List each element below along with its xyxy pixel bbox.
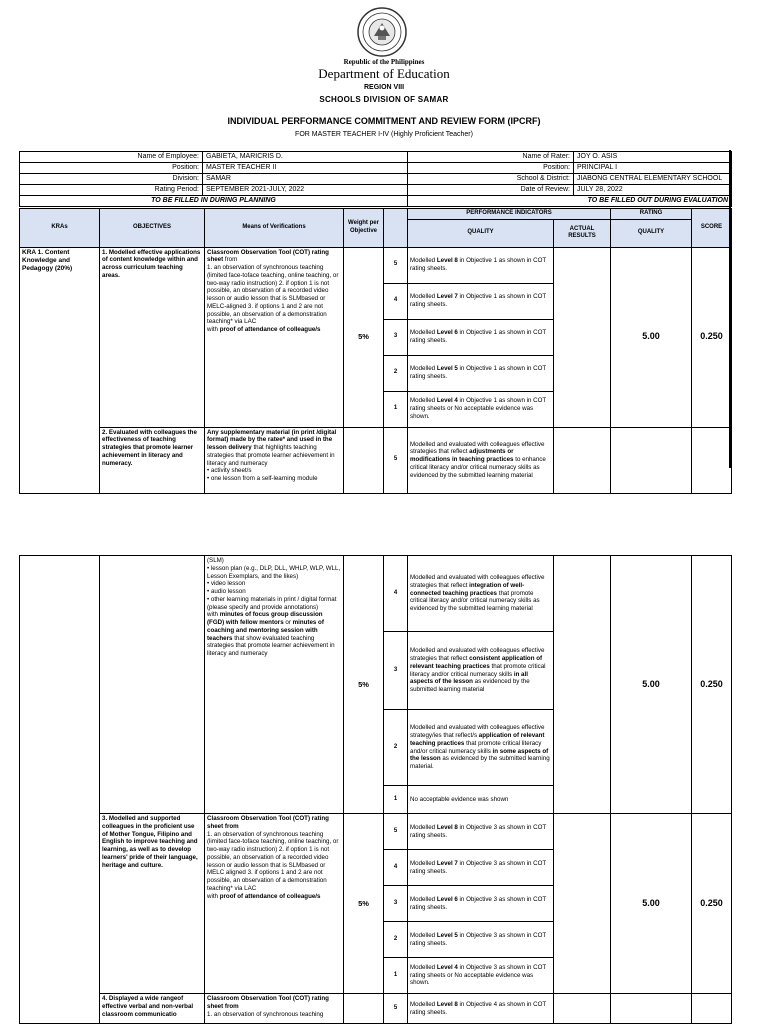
- level-post: in Objective 1 as shown in COT rating sheets.: [410, 293, 547, 308]
- division-value: SAMAR: [203, 174, 408, 185]
- level-bold: in some aspects of the lesson: [410, 747, 549, 763]
- obj2-mov-rest: that highlights teaching strategies that promote learner achievement in literacy and numeracy: [207, 444, 335, 467]
- obj2-weight: 5%: [344, 556, 384, 814]
- obj1-text: 1. Modelled effective applications of content knowledge within and across curriculum teaching areas.: [100, 247, 205, 427]
- obj3-level-number: 1: [384, 958, 408, 994]
- school-value: JIABONG CENTRAL ELEMENTARY SCHOOL: [574, 174, 732, 185]
- info-table: [19, 151, 732, 207]
- form-title: INDIVIDUAL PERFORMANCE COMMITMENT AND REVIEW FORM (IPCRF): [227, 116, 541, 126]
- col-blank: [384, 209, 408, 248]
- obj3-level-text: [408, 958, 554, 994]
- obj3-weight: 5%: [344, 814, 384, 994]
- region-text: REGION VIII: [363, 84, 405, 91]
- level-post: in Objective 3 as shown in COT rating sheets.: [410, 823, 547, 839]
- obj4-level-number: 5: [384, 994, 408, 1024]
- obj2-text-cont: [100, 556, 205, 814]
- form-subtitle: FOR MASTER TEACHER I-IV (Highly Proficient Teacher): [295, 131, 473, 138]
- obj1-level-text: [408, 319, 554, 355]
- obj3-mov-proof: proof of attendance of colleague/s: [219, 892, 321, 900]
- obj3-mov: [205, 814, 344, 994]
- obj1-level-text: [408, 391, 554, 427]
- obj1-mov-title: Classroom Observation Tool (COT) rating sheet: [207, 248, 329, 264]
- obj2-level-number: 1: [384, 786, 408, 814]
- level-mid: that promote critical literacy and/or critical numeracy skills: [410, 739, 542, 755]
- obj2-mov-bullet: • one lesson from a self-learning module: [207, 475, 318, 482]
- level-pre: Modelled and evaluated with colleagues effective strategy/ies that reflect/s: [410, 724, 545, 739]
- level-pre: Modelled and evaluated with colleagues effective strategies that reflect: [410, 574, 545, 589]
- obj2-mov-or: or: [283, 619, 293, 626]
- obj1-level-number: 4: [384, 283, 408, 319]
- obj2-mov-coach: minutes of coaching and mentoring session with teachers: [207, 619, 324, 642]
- deped-seal-icon: [356, 6, 408, 58]
- obj3-mov-with: with: [207, 892, 220, 900]
- page-1: [0, 0, 768, 505]
- period-value: SEPTEMBER 2021-JULY, 2022: [203, 185, 408, 196]
- department-title: Department of Education: [318, 66, 450, 81]
- level-bold: Level 5: [436, 931, 458, 939]
- obj2-level-number: 4: [384, 556, 408, 632]
- obj1-level-number: 1: [384, 391, 408, 427]
- obj1-weight: 5%: [344, 247, 384, 427]
- obj2-level-3-text: [408, 632, 554, 710]
- obj4-level-text: [408, 994, 554, 1024]
- obj3-level-number: 4: [384, 850, 408, 886]
- obj2-level-number: 2: [384, 710, 408, 786]
- level-pre: Modelled: [410, 859, 437, 867]
- col-perf: PERFORMANCE INDICATORS: [408, 209, 611, 220]
- col-score: SCORE: [692, 209, 732, 248]
- position-label: Position:: [20, 163, 203, 174]
- level-pre: Modelled and evaluated with colleagues effective strategies that reflect: [410, 440, 545, 456]
- level-post: in Objective 3 as shown in COT rating sheets.: [410, 895, 547, 911]
- obj1-rating: 5.00: [611, 247, 692, 427]
- page-2: [0, 555, 768, 1024]
- obj4-text: 4. Displayed a wide rangeof effective verbal and non-verbal classroom communicatio: [100, 994, 205, 1024]
- col-kras: KRAs: [20, 209, 100, 248]
- obj2-mov-cont-line: • audio lesson: [207, 588, 246, 595]
- position-value: MASTER TEACHER II: [203, 163, 408, 174]
- division-text: SCHOOLS DIVISION OF SAMAR: [319, 95, 449, 104]
- republic-text: Republic of the Philippines: [343, 58, 425, 66]
- obj1-level-number: 2: [384, 355, 408, 391]
- obj2-mov-fgd: minutes of focus group discussion (FGD) with fellow mentors: [207, 611, 323, 626]
- obj3-level-text: [408, 922, 554, 958]
- obj2-mov-bold: Any supplementary material (in print /digital format) made by the ratee* and used in the lesson delivery: [207, 428, 337, 451]
- obj1-level-number: 3: [384, 319, 408, 355]
- rater-position-label: Position:: [408, 163, 574, 174]
- level-bold: Level 8: [436, 1000, 458, 1008]
- level-pre: Modelled: [410, 931, 437, 939]
- level-pre: Modelled: [410, 895, 437, 903]
- level-pre: Modelled: [410, 397, 437, 405]
- division-label: Division:: [20, 174, 203, 185]
- period-label: Rating Period:: [20, 185, 203, 196]
- level-bold: Level 7: [436, 293, 458, 301]
- col-quality: QUALITY: [408, 219, 554, 247]
- obj2-mov-with: with: [207, 611, 220, 619]
- level-bold: Level 6: [436, 895, 458, 903]
- page-edge: [729, 150, 731, 468]
- obj3-level-text: [408, 850, 554, 886]
- obj2-mov-cont-line: • other learning materials in print / digital format (please specify and provide annotations): [207, 595, 337, 611]
- level-post: as evidenced by the submitted learning material: [410, 678, 530, 693]
- obj2-rating: 5.00: [611, 556, 692, 814]
- planning-note: TO BE FILLED IN DURING PLANNING: [20, 196, 408, 207]
- level-bold: integration of well-connected teaching practices: [410, 581, 525, 597]
- level-pre: Modelled: [410, 257, 437, 265]
- level-bold: Level 4: [436, 397, 458, 405]
- obj2-rating-top: [611, 427, 692, 493]
- obj4-rating: [611, 994, 692, 1024]
- obj1-level-number: 5: [384, 247, 408, 283]
- level-post: in Objective 3 as shown in COT rating sheets or No acceptable evidence was shown.: [410, 963, 547, 987]
- level-pre: Modelled: [410, 963, 437, 971]
- level-pre: Modelled and evaluated with colleagues effective strategies that reflect: [410, 647, 545, 662]
- obj2-actual-top: [554, 427, 611, 493]
- obj3-actual: [554, 814, 611, 994]
- obj3-level-number: 3: [384, 886, 408, 922]
- col-mov: Means of Verifications: [205, 209, 344, 248]
- level-bold: Level 7: [436, 859, 458, 867]
- level-post: as evidenced by the submitted learning material.: [410, 755, 550, 770]
- obj4-actual: [554, 994, 611, 1024]
- obj4-mov-body: 1. an observation of synchronous teaching: [207, 1010, 324, 1018]
- review-value: JULY 28, 2022: [574, 185, 732, 196]
- obj4-score: [692, 994, 732, 1024]
- obj1-actual: [554, 247, 611, 427]
- obj2-level-number: 5: [384, 427, 408, 493]
- level-pre: Modelled: [410, 329, 437, 337]
- level-bold: in all aspects of the lesson: [410, 670, 528, 686]
- obj3-level-text: [408, 886, 554, 922]
- obj2-level-2-text: [408, 710, 554, 786]
- level-post: in Objective 3 as shown in COT rating sheets.: [410, 931, 547, 947]
- obj2-mov-cont-line: • video lesson: [207, 580, 246, 588]
- kra1-continued: [20, 556, 100, 1024]
- level-bold: Level 5: [436, 365, 458, 373]
- obj1-mov-from: from: [223, 256, 238, 264]
- evaluation-note: TO BE FILLED OUT DURING EVALUATION: [408, 196, 732, 207]
- col-rating: RATING: [611, 209, 692, 220]
- employee-label: Name of Employee:: [20, 152, 203, 163]
- level-post: in Objective 1 as shown in COT rating sheets.: [410, 257, 547, 272]
- school-label: School & District:: [408, 174, 574, 185]
- obj3-score: 0.250: [692, 814, 732, 994]
- obj1-mov: [205, 247, 344, 427]
- obj4-mov-title: Classroom Observation Tool (COT) rating sheet from: [207, 995, 329, 1010]
- level-post: in Objective 4 as shown in COT rating sheets.: [410, 1000, 547, 1016]
- obj1-mov-body: 1. an observation of synchronous teaching (limited face-toface teaching, online teaching, or two-way radio instruction) 2. if option 1 is not possible, an observation of a recorded video lesson or audio lesson that is SLMbased or MELC-aligned 3. if options 1 and 2 are not possible, an observation of a demonstration teaching* via LAC: [207, 264, 339, 326]
- obj4-mov: [205, 994, 344, 1024]
- col-weight: Weight per Objective: [344, 209, 384, 248]
- level-bold: Level 8: [436, 823, 458, 831]
- level-post: in Objective 3 as shown in COT rating sheets.: [410, 859, 547, 875]
- rater-label: Name of Rater:: [408, 152, 574, 163]
- level-post: in Objective 1 as shown in COT rating sheets.: [410, 365, 547, 380]
- level-mid: that promote critical literacy and/or critical numeracy skills: [410, 662, 546, 678]
- obj3-mov-title: Classroom Observation Tool (COT) rating sheet from: [207, 815, 329, 830]
- obj1-level-text: [408, 283, 554, 319]
- obj2-mov-cont-line: (SLM): [207, 557, 224, 564]
- level-post: to enhance critical literacy and/or critical numeracy skills as evidenced by the submitted learning material: [410, 456, 546, 479]
- obj3-level-text: [408, 814, 554, 850]
- obj3-mov-body: 1. an observation of synchronous teaching (limited face-toface teaching, online teaching, or two-way radio instruction) 2. if option 1 is not possible, an observation of a recorded video lesson or audio lesson that is SLMbased or MELC aligned 3. if options 1 and 2 are not possible, an observation of a demonstration teaching* via LAC: [207, 830, 339, 892]
- obj2-text: 2. Evaluated with colleagues the effectiveness of teaching strategies that promote learner achievement in literacy and numeracy.: [100, 427, 205, 493]
- level-post: that promote critical literacy and/or critical numeracy skills as evidenced by the submitted learning material: [410, 589, 540, 613]
- level-bold: adjustments or modifications in teaching practices: [410, 448, 514, 464]
- obj2-weight-top: [344, 427, 384, 493]
- col-actual: ACTUAL RESULTS: [554, 219, 611, 247]
- obj2-actual: [554, 556, 611, 814]
- obj2-level-number: 3: [384, 632, 408, 710]
- level-pre: Modelled: [410, 293, 437, 301]
- obj2-level-4-text: [408, 556, 554, 632]
- obj3-text: 3. Modelled and supported colleagues in the proficient use of Mother Tongue, Filipino and English to improve teaching and learning, as well as to develop learners' pride of their language, heritage and culture.: [100, 814, 205, 994]
- obj3-level-number: 5: [384, 814, 408, 850]
- obj2-score-top: [692, 427, 732, 493]
- obj1-level-text: [408, 355, 554, 391]
- obj2-mov-cont: [205, 556, 344, 814]
- obj3-level-number: 2: [384, 922, 408, 958]
- kra1-label: KRA 1. Content Knowledge and Pedagogy (20%): [20, 247, 100, 493]
- obj2-level-1-text: No acceptable evidence was shown: [408, 786, 554, 814]
- obj1-mov-proof: proof of attendance of colleague/s: [219, 326, 321, 333]
- obj2-mov-tail: that show evaluated teaching strategies that promote learner achievement in literacy and numeracy: [207, 634, 335, 657]
- rater-value: JOY O. ASIS: [574, 152, 732, 163]
- level-pre: Modelled: [410, 823, 437, 831]
- level-pre: Modelled: [410, 365, 437, 373]
- col-objectives: OBJECTIVES: [100, 209, 205, 248]
- obj2-level-5-text: [408, 427, 554, 493]
- obj2-mov-bullet: • activity sheet/s: [207, 467, 252, 475]
- obj3-rating: 5.00: [611, 814, 692, 994]
- level-pre: Modelled: [410, 1000, 437, 1008]
- obj1-score: 0.250: [692, 247, 732, 427]
- obj2-mov-cont-line: • lesson plan (e.g., DLP, DLL, WHLP, WLP, WLL, Lesson Exemplars, and the likes): [207, 564, 341, 580]
- review-label: Date of Review:: [408, 185, 574, 196]
- level-bold: Level 4: [436, 963, 458, 971]
- obj1-level-text: [408, 247, 554, 283]
- obj4-weight: [344, 994, 384, 1024]
- obj2-mov: [205, 427, 344, 493]
- level-post: in Objective 1 as shown in COT rating sheets or No acceptable evidence was shown.: [410, 397, 547, 420]
- obj2-score: 0.250: [692, 556, 732, 814]
- level-bold: Level 8: [436, 257, 458, 265]
- ipcrf-table-page1: [19, 208, 732, 494]
- obj1-mov-with: with: [207, 326, 220, 333]
- rater-position-value: PRINCIPAL I: [574, 163, 732, 174]
- level-bold: application of relevant teaching practices: [410, 732, 545, 747]
- level-bold: consistent application of relevant teaching practices: [410, 655, 543, 670]
- ipcrf-table-page2: [19, 555, 732, 1024]
- level-post: in Objective 1 as shown in COT rating sheets.: [410, 329, 547, 344]
- employee-value: GABIETA, MARICRIS D.: [203, 152, 408, 163]
- col-rating-quality: QUALITY: [611, 219, 692, 247]
- level-bold: Level 6: [436, 329, 458, 337]
